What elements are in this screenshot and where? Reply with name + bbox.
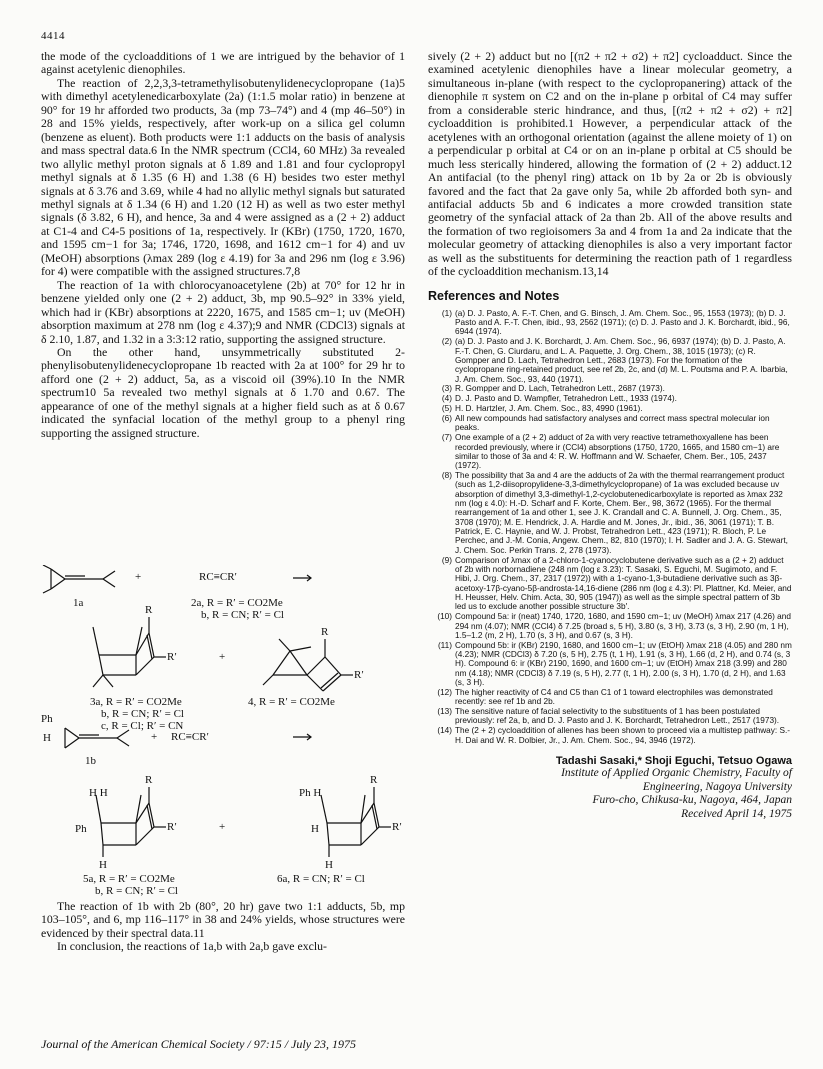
body-paragraph: In conclusion, the reactions of 1a,b with 2a,b gave exclu- — [57, 939, 327, 954]
reaction-scheme — [41, 565, 405, 897]
received-date: Received April 14, 1975 — [681, 807, 792, 820]
references-heading: References and Notes — [428, 288, 560, 303]
compound-3c-label: c, R = Cl; R′ = CN — [101, 720, 184, 732]
plus-sign: + — [151, 731, 158, 743]
body-paragraph: On the other hand, unsymmetrically substituted 2-phenylisobutenylidenecyclopropane 1b reacted with 2a at 100° for 29 hr to afford one (2 + 2) adduct, 5a, as a viscoid oil (39%).10 In the NMR spectrum10 5a revealed two methyl signals at δ 1.70 and 0.67. The appearance of one of the methyl signals at a higher field such as at δ 0.67 indicated the synfacial location of the methyl group to a phenyl ring supporting the assigned structure. — [41, 344, 405, 440]
body-paragraph: The reaction of 1a with chlorocyanoacetylene (2b) at 70° for 12 hr in benzene yielded only one (2 + 2) adduct, 3b, mp 90.5–92° in 33% yield, which had ir (KBr) absorptions at 2220, 1675, and 1585 cm−1; uv (MeOH) absorption maximum at 278 nm (log ε 4.37);9 and NMR (CDCl3) signals at δ 2.10, 1.87, and 1.32 in a 3:3:12 ratio, supporting the assigned structure. — [41, 277, 405, 346]
reference-item: (12) The higher reactivity of C4 and C5 than C1 of 1 toward electrophiles was demonstrated recently: see ref 1b and 2b. — [437, 687, 773, 707]
atom-label: R — [321, 626, 329, 638]
reference-item: (8) The possibility that 3a and 4 are the adducts of 2a with the thermal rearrangement product (such as 1,2-diisopropylidene-3,3-dimethylcyclopropane) of 1a was excluded because uv absorption of dimethyl 3,3-dimethyl-1,2-cyclobutenedicarboxylate is reported as λmax 232 nm (log ε 4.0): H.-D. Scharf and F. Korte, Chem. Ber., 98, 3672 (1965). For the thermal rearrangement of 1a and other 1, see J. K. Crandall and C. A. Bunnell, J. Org. Chem., 35, 3708 (1970); M. E. Hendrick, J. A. Hardie and M. Jones, Jr., ibid., 36, 3061 (1971); T. B. Patrick, E. C. Haynie, and W. J. Probst, Tetrahedron Lett., 423 (1971); R. Bloch, P. Le Perchec, and J.-M. Conia, Angew. Chem., 82, 810 (1970); I. H. Sadler and J. A. G. Stewart, J. Chem. Soc. Perkin Trans. 2, 278 (1973). — [441, 471, 788, 555]
compound-6a-label: 6a, R = CN; R′ = Cl — [277, 873, 365, 885]
compound-3b-label: b, R = CN; R′ = Cl — [101, 708, 184, 720]
atom-label: R — [370, 774, 378, 786]
reference-item: (1) (a) D. J. Pasto, A. F.-T. Chen, and G. Binsch, J. Am. Chem. Soc., 95, 1553 (1973); (b) D. J. Pasto and A. F.-T. Chen, ibid., 93, 2562 (1971); (c) D. J. Pasto and J. K. Borchardt, ibid., 96, 6944 (1974). — [441, 308, 790, 337]
compound-1a-label: 1a — [73, 597, 84, 609]
reference-item: (4) D. J. Pasto and D. Wampfler, Tetrahedron Lett., 1933 (1974). — [441, 394, 677, 404]
reference-item: (13) The sensitive nature of facial selectivity to the substituents of 1 has been postulated previously: ref 2a, b, and D. J. Pasto and J. K. Borchardt, Tetrahedron Lett., 2517 (1973). — [437, 707, 780, 726]
atom-label: Ph — [75, 823, 87, 835]
affiliation-line: Institute of Applied Organic Chemistry, Faculty of — [561, 767, 792, 780]
reference-item: (3) R. Gompper and D. Lach, Tetrahedron Lett., 2687 (1973). — [441, 384, 665, 394]
affiliation-line: Furo-cho, Chikusa-ku, Nagoya, 464, Japan — [592, 794, 792, 807]
atom-label: R — [145, 604, 153, 616]
compound-5a-label: 5a, R = R′ = CO2Me — [83, 873, 175, 885]
reagent-label: RC≡CR′ — [199, 571, 237, 583]
body-paragraph: The reaction of 2,2,3,3-tetramethylisobutenylidenecyclopropane (1a)5 with dimethyl acetylenedicarboxylate (2a) (1:1.5 molar ratio) in benzene at 90° for 19 hr afforded two products, 3a (mp 73–74°) and 4 (mp 46–50°) in 28 and 15% yields, respectively, after work-up on a silica gel column (benzene as eluent). Both products were 1:1 adducts on the basis of analysis and mass spectral data.6 In the NMR spectrum (CCl4, 60 MHz) 3a revealed two allylic methyl proton signals at δ 1.89 and 1.81 and four cyclopropyl methyl signals at δ 1.35 (6 H) and 1.38 (6 H) besides two ester methyl signals at δ 3.76 and 3.69, while 4 had no allylic methyl signals but saturated methyl signals at δ 1.34 (6 H) and 1.20 (12 H) as well as two ester methyl signals (δ 3.82, 6 H), and hence, 3a and 4 were assigned as a (2 + 2) adduct at C1-4 and C4-5 positions of 1a, respectively. Ir (KBr) (1750, 1720, 1670, and 1595 cm−1 for 3a; 1746, 1720, 1698, and 1612 cm−1 for 4) and uv (MeOH) absorptions (λmax 289 (log ε 4.19) for 3a and 296 nm (log ε 3.96) for 4) were compatible with the assigned structures.7,8 — [41, 75, 405, 279]
journal-footer: Journal of the American Chemical Society / 97:15 / July 23, 1975 — [41, 1037, 357, 1051]
compound-3a-label: 3a, R = R′ = CO2Me — [90, 696, 182, 708]
page-number: 4414 — [41, 30, 65, 42]
atom-label: R′ — [167, 821, 177, 833]
left-column — [41, 50, 405, 440]
atom-label: H — [99, 859, 107, 871]
body-paragraph: The reaction of 1b with 2b (80°, 20 hr) gave two 1:1 adducts, 5b, mp 103–105°, and 6, mp 116–117° in 38 and 24% yields, whose structures were evidenced by their spectral data.11 — [41, 899, 405, 940]
atom-label: R′ — [354, 669, 364, 681]
reference-item: (11) Compound 5b: ir (KBr) 2190, 1680, and 1600 cm−1; uv (EtOH) λmax 218 (4.05) and 280 nm (4.23); NMR (CDCl3) δ 7.20 (s, 5 H), 2.75 (t, 1 H), 1.91 (s, 3 H), 1.66 (d, 2 H), and 0.74 (s, 3 H). Compound 6: ir (KBr) 2190, 1690, and 1600 cm−1; uv (EtOH) λmax 218 (3.99) and 280 nm (4.18); NMR (CDCl3) δ 7.19 (s, 5 H), 2.77 (t, 1 H), 2.00 (s, 3 H), 1.70 (d, 2 H), and 1.63 (s, 3 H). — [437, 640, 792, 688]
authors: Tadashi Sasaki,* Shoji Eguchi, Tetsuo Ogawa — [555, 755, 792, 768]
atom-label: Ph H — [299, 787, 322, 799]
reference-item: (5) H. D. Hartzler, J. Am. Chem. Soc., 83, 4990 (1961). — [441, 404, 643, 414]
body-paragraph: sively (2 + 2) adduct but no [(π2 + π2 + σ2) + π2] cycloadduct. Since the examined acetylenic dienophiles have a linear molecular geometry, a simultaneous in-plane (with respect to the cyclopropanering) attack of the dienophile π system on C2 and on the in-plane p orbital of C4 may suffer from a considerable steric hindrance, and thus, [(π2 + π2 + σ2) + π2] cycloaddition is prohibited.1 However, a perpendicular attack of the acetylenes with an orthogonal orientation (against the allene moiety of 1) on a perpendicular p orbital at C4 or on an in-plane p orbital at C5 should be much less sterically hindered, allowing the formation of (2 + 2) adduct.12 An antifacial (to the phenyl ring) attack on 1b by 2a or 2b is obviously favored and the fact that 2a gave only 5a, while 2b afforded both syn- and antifacial adducts 5b and 6 indicates a more crowded transition state geometry of the synfacial attack of 2a than 2b. All of the above results and the formation of two regioisomers 3a and 4 from 1a and 2a indicate that the molecular geometry of attacking dienophiles is also a very important factor as well as the substituents for determining the reaction path of 1 regardless of the cycloaddition mechanism.13,14 — [428, 49, 792, 279]
atom-label: R′ — [392, 821, 402, 833]
references-list — [428, 309, 792, 745]
reference-item: (10) Compound 5a: ir (neat) 1740, 1720, 1680, and 1590 cm−1; uv (MeOH) λmax 217 (4.26) and 294 nm (4.07); NMR (CCl4) δ 7.25 (broad s, 5 H), 3.80 (s, 3 H), 3.73 (s, 3 H), 2.90 (m, 1 H), 1.5–1.2 (m, 2 H), 1.70 (s, 3 H), and 0.67 (s, 3 H). — [437, 612, 791, 640]
reference-item: (2) (a) D. J. Pasto and J. K. Borchardt, J. Am. Chem. Soc., 96, 6937 (1974); (b) D. J. Pasto, A. F.-T. Chen, G. Ciurdaru, and L. A. Paquette, J. Org. Chem., 38, 1015 (1973); (c) R. Gompper and D. Lach, Tetrahedron Lett., 2683 (1973). For the formation of the cyclopropane ring-retained product, see ref 2b, 2c, and (d) M. L. Poutsma and P. A. Ibarbia, J. Am. Chem. Soc., 93, 440 (1971). — [441, 337, 788, 384]
reference-item: (14) The (2 + 2) cycloaddition of allenes has been shown to proceed via a multistep pathway: S.-H. Dai and W. R. Dolbier, Jr., J. Am. Chem. Soc., 94, 3946 (1972). — [437, 726, 791, 745]
compound-4-label: 4, R = R′ = CO2Me — [248, 696, 335, 708]
compound-5b-label: b, R = CN; R′ = Cl — [95, 885, 178, 897]
atom-label: R — [145, 774, 153, 786]
reference-item: (7) One example of a (2 + 2) adduct of 2a with very reactive tetramethoxyallene has been recorded previously, where ir (CCl4) absorptions (1750, 1720, 1665, and 1580 cm−1) are similar to those of 3a and 4: R. W. Hoffmann and W. Schaefer, Chem. Ber., 105, 2437 (1972). — [441, 433, 780, 471]
plus-sign: + — [219, 651, 226, 663]
plus-sign: + — [135, 571, 142, 583]
atom-label: Ph — [41, 713, 53, 725]
atom-label: H H — [89, 787, 108, 799]
right-column — [428, 50, 792, 820]
atom-label: H — [43, 732, 51, 744]
affiliation — [428, 767, 792, 808]
plus-sign: + — [219, 821, 226, 833]
left-column-bottom — [41, 900, 405, 954]
affiliation-line: Engineering, Nagoya University — [642, 780, 792, 793]
atom-label: H — [325, 859, 333, 871]
compound-1b-label: 1b — [85, 755, 96, 767]
reference-item: (6) All new compounds had satisfactory analyses and correct mass spectral molecular ion peaks. — [441, 413, 770, 433]
atom-label: R′ — [167, 651, 177, 663]
compound-2b-label: b, R = CN; R′ = Cl — [201, 609, 284, 621]
reagent-label: RC≡CR′ — [171, 731, 209, 743]
reference-item: (9) Comparison of λmax of a 2-chloro-1-cyanocyclobutene derivative such as a (2 + 2) adduct of 2b with norbornadiene (248 nm (log ε 3.23): T. Sasaki, S. Eguchi, M. Sugimoto, and F. Hibi, J. Org. Chem., 37, 2317 (1972)) with a 1-cyano-1,3-butadiene derivative such as 3β-acetoxy-17β-cyano-5β-androsta-14,16-diene (286 nm (log ε 4.3): Pl. Plattner, Kd. Meier, and H. Heusser, Helv. Chim. Acta, 30, 905 (1947)) as well as the simple spectral pattern of 3b led us to exclude another possible structure 3b′. — [441, 555, 792, 612]
compound-2a-label: 2a, R = R′ = CO2Me — [191, 597, 283, 609]
body-paragraph: the mode of the cycloadditions of 1 we are intrigued by the behavior of 1 against acetylenic dienophiles. — [41, 49, 405, 77]
atom-label: H — [311, 823, 319, 835]
